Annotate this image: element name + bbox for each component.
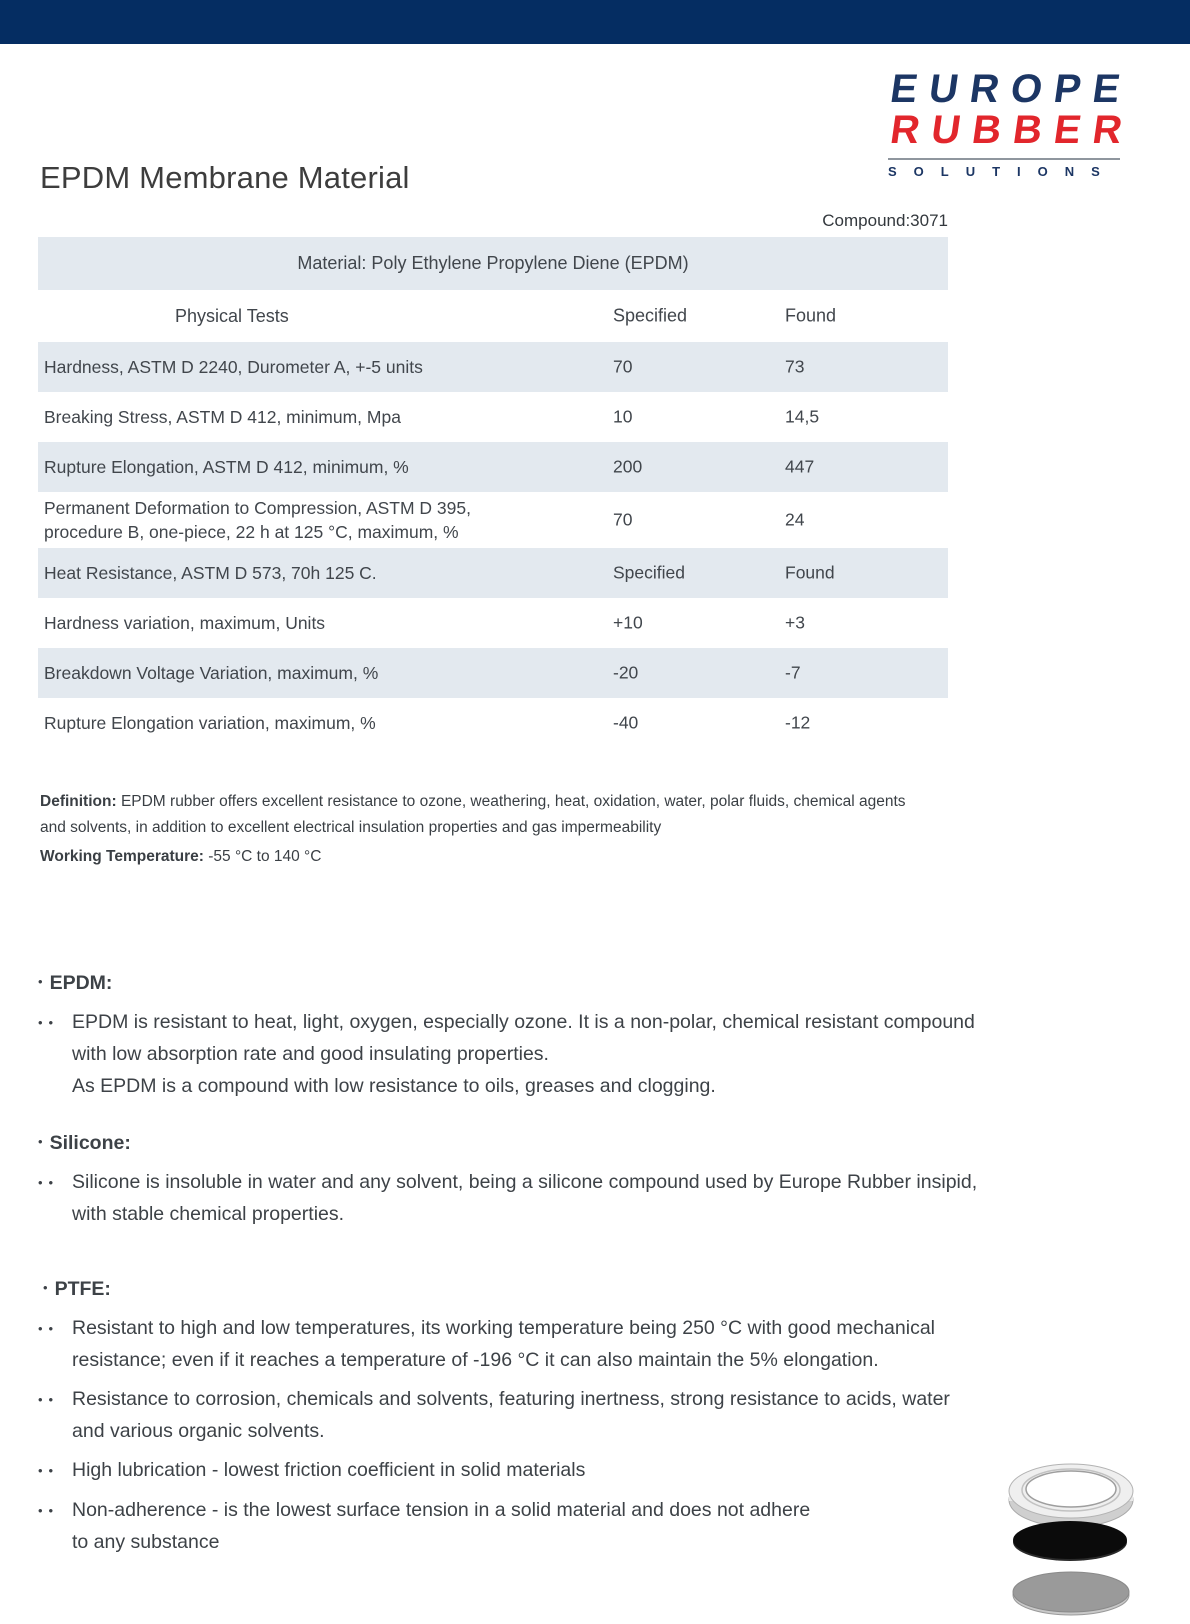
double-bullet-icon: •• <box>38 1463 60 1478</box>
definition-label: Definition: <box>40 793 121 810</box>
table-row <box>38 342 948 392</box>
bullet-icon: • <box>38 974 43 989</box>
bullet-icon: • <box>43 1280 48 1295</box>
found-value-cell: 24 <box>785 509 805 530</box>
table-row <box>38 648 948 698</box>
test-name-cell: Breaking Stress, ASTM D 412, minimum, Mpa <box>44 407 401 427</box>
double-bullet-icon: •• <box>38 1175 60 1190</box>
bullet-item-text: High lubrication - lowest friction coefficient in solid materials <box>72 1459 586 1481</box>
specified-value-cell: Specified <box>613 562 685 583</box>
table-header-row <box>38 290 948 342</box>
found-value-cell: 14,5 <box>785 406 820 427</box>
working-temperature-label: Working Temperature: <box>40 848 204 865</box>
bullet-icon: • <box>38 1134 43 1149</box>
test-name-cell: Rupture Elongation variation, maximum, % <box>44 713 376 733</box>
section-heading-label: EPDM: <box>49 972 113 994</box>
specified-value-cell: 200 <box>613 456 643 477</box>
logo-solutions-text: SOLUTIONS <box>888 164 1117 179</box>
section-heading-label: Silicone: <box>49 1132 131 1154</box>
table-body <box>38 342 948 748</box>
table-row <box>38 392 948 442</box>
bullet-item <box>38 1006 1148 1102</box>
test-name-cell: Heat Resistance, ASTM D 573, 70h 125 C. <box>44 563 377 583</box>
column-header-found: Found <box>785 305 837 326</box>
double-bullet-icon: •• <box>38 1015 60 1030</box>
working-temperature-value: -55 °C to 140 °C <box>203 848 322 865</box>
table-row <box>38 548 948 598</box>
bullet-item <box>38 1454 1148 1487</box>
definition-line: and solvents, in addition to excellent electrical insulation properties and gas impermeability <box>40 819 662 836</box>
found-value-cell: -12 <box>785 712 811 733</box>
section-heading <box>38 966 1148 999</box>
gasket-exploded-view-image <box>1002 1462 1142 1620</box>
column-header-physical-tests: Physical Tests <box>175 306 289 326</box>
company-logo <box>887 67 1137 179</box>
black-seal-disc <box>1013 1521 1127 1561</box>
found-value-cell: +3 <box>785 612 805 633</box>
bullet-item <box>38 1312 1148 1376</box>
bullet-item-text: Silicone is insoluble in water and any solvent, being a silicone compound used by Europe Rubber insipid, with stable chemical properties. <box>72 1171 978 1225</box>
logo-rubber-text: RUBBER <box>887 108 1137 152</box>
found-value-cell: -7 <box>785 662 801 683</box>
double-bullet-icon: •• <box>38 1503 60 1518</box>
bullet-item-text: Non-adherence - is the lowest surface tension in a solid material and does not adhere to any substance <box>72 1499 811 1553</box>
section-heading-label: PTFE: <box>54 1278 111 1300</box>
definition-paragraph <box>40 789 906 841</box>
section-ptfe <box>38 1272 1148 1558</box>
bullet-item <box>38 1166 1148 1230</box>
found-value-cell: Found <box>785 562 835 583</box>
compound-number: Compound:3071 <box>822 211 948 230</box>
specified-value-cell: 70 <box>613 509 633 530</box>
test-name-cell: Permanent Deformation to Compression, ASTM D 395, procedure B, one-piece, 22 h at 125 °C, maximum, % <box>44 498 471 542</box>
metal-ring <box>1009 1464 1133 1527</box>
table-row <box>38 598 948 648</box>
logo-divider <box>888 158 1120 160</box>
top-navy-bar <box>0 0 1190 44</box>
definition-line: Definition: EPDM rubber offers excellent resistance to ozone, weathering, heat, oxidation, water, polar fluids, chemical agents <box>40 793 906 810</box>
bullet-item <box>38 1494 1148 1558</box>
found-value-cell: 73 <box>785 356 805 377</box>
table-caption: Material: Poly Ethylene Propylene Diene (EPDM) <box>38 237 948 290</box>
table-row <box>38 492 948 548</box>
section-epdm <box>38 966 1148 1102</box>
logo-europe-text: EUROPE <box>887 67 1135 111</box>
section-heading <box>38 1126 1148 1159</box>
test-name-cell: Hardness, ASTM D 2240, Durometer A, +-5 units <box>44 357 423 377</box>
bullet-item-text: EPDM is resistant to heat, light, oxygen, especially ozone. It is a non-polar, chemical resistant compound with low absorption rate and good insulating properties. As EPDM is a compound with low resistance to oils, greases and clogging. <box>72 1011 975 1097</box>
test-name-cell: Hardness variation, maximum, Units <box>44 613 326 633</box>
test-name-cell: Breakdown Voltage Variation, maximum, % <box>44 663 379 683</box>
gray-disc <box>1013 1572 1129 1615</box>
section-heading <box>38 1272 1148 1305</box>
specified-value-cell: +10 <box>613 612 643 633</box>
page-title: EPDM Membrane Material <box>40 160 410 195</box>
specified-value-cell: 10 <box>613 406 633 427</box>
working-temperature <box>40 848 321 866</box>
specified-value-cell: -40 <box>613 712 639 733</box>
found-value-cell: 447 <box>785 456 815 477</box>
bullet-item-text: Resistance to corrosion, chemicals and solvents, featuring inertness, strong resistance to acids, water and various organic solvents. <box>72 1388 950 1442</box>
test-name-cell: Rupture Elongation, ASTM D 412, minimum, % <box>44 457 409 477</box>
bullet-item <box>38 1383 1148 1447</box>
bullet-item-text: Resistant to high and low temperatures, its working temperature being 250 °C with good mechanical resistance; even if it reaches a temperature of -196 °C it can also maintain the 5% elongation. <box>72 1317 936 1371</box>
specified-value-cell: 70 <box>613 356 633 377</box>
section-silicone <box>38 1126 1148 1230</box>
double-bullet-icon: •• <box>38 1321 60 1336</box>
physical-tests-table <box>38 237 948 748</box>
column-header-specified: Specified <box>613 305 688 326</box>
table-row <box>38 442 948 492</box>
double-bullet-icon: •• <box>38 1392 60 1407</box>
table-row <box>38 698 948 748</box>
specified-value-cell: -20 <box>613 662 639 683</box>
